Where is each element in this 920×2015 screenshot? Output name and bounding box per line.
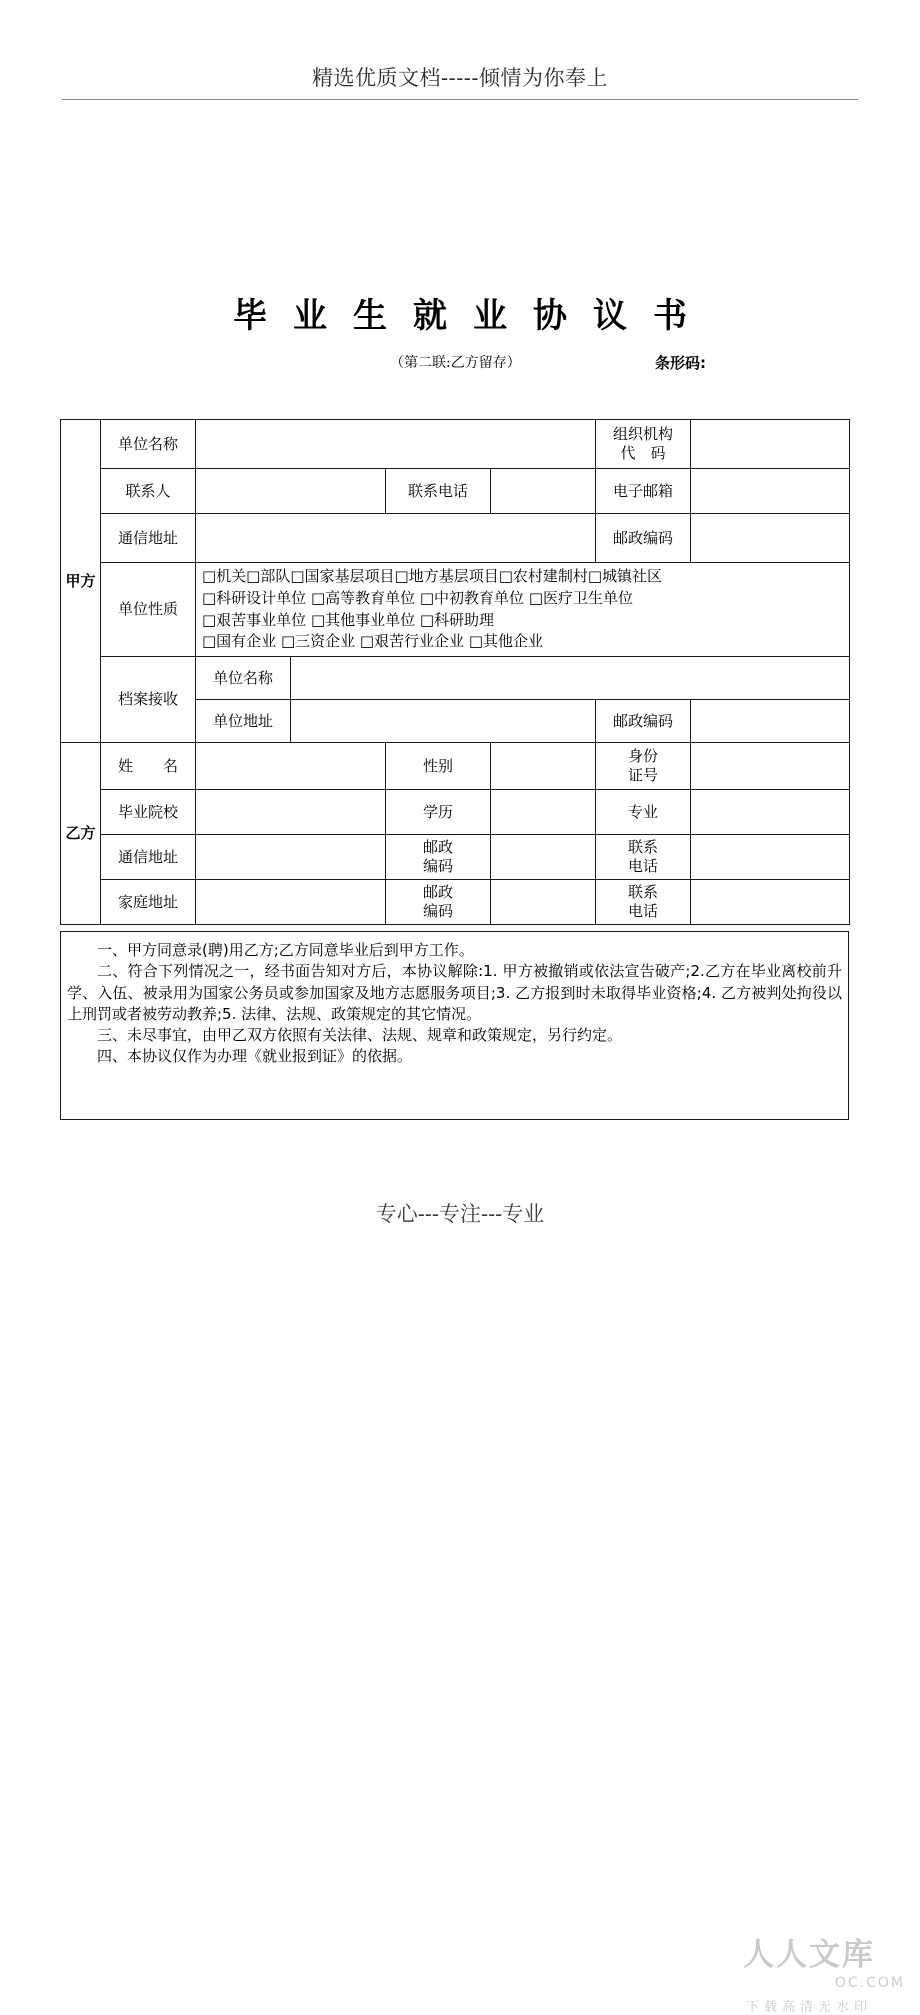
table-row-archive-unit-name	[61, 657, 850, 700]
party-a-label-char: 甲方	[65, 571, 96, 590]
label-archive-receiver: 档案接收	[101, 657, 196, 743]
label-address: 通信地址	[101, 514, 196, 563]
field-archive-unit-address[interactable]	[291, 700, 596, 743]
label-student-name: 姓 名	[101, 743, 196, 790]
field-home-phone[interactable]	[691, 880, 850, 925]
table-row-school	[61, 790, 850, 835]
unit-nature-checkbox-group	[200, 563, 845, 656]
label-id-card-line2: 证号	[628, 766, 659, 784]
label-archive-postcode: 邮政编码	[596, 700, 691, 743]
label-major: 专业	[596, 790, 691, 835]
field-student-phone[interactable]	[691, 835, 850, 880]
label-org-code-line2: 代 码	[620, 444, 666, 462]
watermark-sub-text: 下载高清无水印	[745, 2000, 872, 2015]
field-major[interactable]	[691, 790, 850, 835]
label-archive-unit-address: 单位地址	[196, 700, 291, 743]
field-postcode[interactable]	[691, 514, 850, 563]
label-home-postcode-line1: 邮政	[422, 883, 453, 902]
table-row-unit-nature	[61, 563, 850, 657]
barcode-label: 条形码:	[655, 354, 706, 372]
field-home-address[interactable]	[196, 880, 386, 925]
field-school[interactable]	[196, 790, 386, 835]
label-org-code	[596, 420, 691, 469]
label-home-phone-line2: 电话	[628, 902, 659, 920]
label-gender: 性别	[386, 743, 491, 790]
page-title: 毕业生就业协议书	[233, 296, 713, 336]
party-b-label-char: 乙方	[65, 824, 96, 843]
field-unit-name[interactable]	[196, 420, 596, 469]
party-b-side-label	[61, 743, 101, 925]
unit-nature-option-line[interactable]: □机关□部队□国家基层项目□地方基层项目□农村建制村□城镇社区	[202, 567, 663, 585]
label-school: 毕业院校	[101, 790, 196, 835]
table-row-contact	[61, 469, 850, 514]
label-home-address: 家庭地址	[101, 880, 196, 925]
terms-item: 一、甲方同意录(聘)用乙方;乙方同意毕业后到甲方工作。	[97, 941, 474, 959]
field-org-code[interactable]	[691, 420, 850, 469]
label-home-phone-line1: 联系	[628, 883, 659, 902]
field-id-card[interactable]	[691, 743, 850, 790]
label-student-phone	[596, 835, 691, 880]
label-id-card	[596, 743, 691, 790]
label-student-postcode	[386, 835, 491, 880]
field-unit-nature-options	[196, 563, 850, 657]
field-education[interactable]	[491, 790, 596, 835]
label-archive-unit-name: 单位名称	[196, 657, 291, 700]
field-student-postcode[interactable]	[491, 835, 596, 880]
field-student-address[interactable]	[196, 835, 386, 880]
field-address[interactable]	[196, 514, 596, 563]
terms-item: 二、符合下列情况之一，经书面告知对方后，本协议解除:1. 甲方被撤销或依法宣告破产;2.乙方在毕业离校前升学、入伍、被录用为国家公务员或参加国家及地方志愿服务项目;3. 乙方报到时未取得毕业资格;4. 乙方被判处拘役以上刑罚或者被劳动教养;5. 法律、法规、政策规定的其它情况。	[67, 962, 842, 1023]
label-student-postcode-line2: 编码	[422, 857, 453, 875]
unit-nature-option-line[interactable]: □科研设计单位 □高等教育单位 □中初教育单位 □医疗卫生单位	[202, 588, 633, 607]
agreement-form	[60, 420, 849, 925]
field-student-name[interactable]	[196, 743, 386, 790]
label-contact-person: 联系人	[101, 469, 196, 514]
label-student-postcode-line1: 邮政	[422, 838, 453, 857]
header-divider	[62, 99, 858, 100]
unit-nature-option-line[interactable]: □艰苦事业单位 □其他事业单位 □科研助理	[202, 610, 495, 629]
table-row-student-address	[61, 835, 850, 880]
watermark-domain-text: OC.COM	[834, 1975, 905, 1991]
label-id-card-line1: 身份	[628, 747, 659, 766]
label-postcode: 邮政编码	[596, 514, 691, 563]
label-contact-phone: 联系电话	[386, 469, 491, 514]
field-home-postcode[interactable]	[491, 880, 596, 925]
subtitle-row	[60, 352, 860, 374]
field-contact-phone[interactable]	[491, 469, 596, 514]
label-home-postcode-line2: 编码	[422, 902, 453, 920]
label-student-address: 通信地址	[101, 835, 196, 880]
label-student-phone-line2: 电话	[628, 857, 659, 875]
label-unit-nature: 单位性质	[101, 563, 196, 657]
field-contact-person[interactable]	[196, 469, 386, 514]
label-home-phone	[596, 880, 691, 925]
table-row-home-address	[61, 880, 850, 925]
table-row-unit-name	[61, 420, 850, 469]
label-home-postcode	[386, 880, 491, 925]
copy-designation: （第二联:乙方留存）	[390, 355, 521, 371]
page-header	[60, 62, 860, 92]
terms-item: 三、未尽事宜，由甲乙双方依照有关法律、法规、规章和政策规定，另行约定。	[97, 1026, 623, 1045]
table-row-address	[61, 514, 850, 563]
field-archive-postcode[interactable]	[691, 700, 850, 743]
party-a-side-label	[61, 420, 101, 743]
watermark	[709, 1937, 909, 2015]
terms-item: 四、本协议仅作为办理《就业报到证》的依据。	[97, 1047, 413, 1066]
field-gender[interactable]	[491, 743, 596, 790]
page-header-text: 精选优质文档-----倾情为你奉上	[312, 66, 608, 90]
label-education: 学历	[386, 790, 491, 835]
watermark-main-text: 人人文库	[743, 1937, 875, 1973]
label-unit-name: 单位名称	[101, 420, 196, 469]
label-student-phone-line1: 联系	[628, 838, 659, 857]
agreement-table-main	[60, 419, 850, 925]
field-archive-unit-name[interactable]	[291, 657, 850, 700]
table-row-student-name	[61, 743, 850, 790]
unit-nature-option-line[interactable]: □国有企业 □三资企业 □艰苦行业企业 □其他企业	[202, 632, 543, 651]
label-email: 电子邮箱	[596, 469, 691, 514]
field-email[interactable]	[691, 469, 850, 514]
label-org-code-line1: 组织机构	[613, 425, 674, 444]
page-footer: 专心---专注---专业	[375, 1202, 545, 1226]
